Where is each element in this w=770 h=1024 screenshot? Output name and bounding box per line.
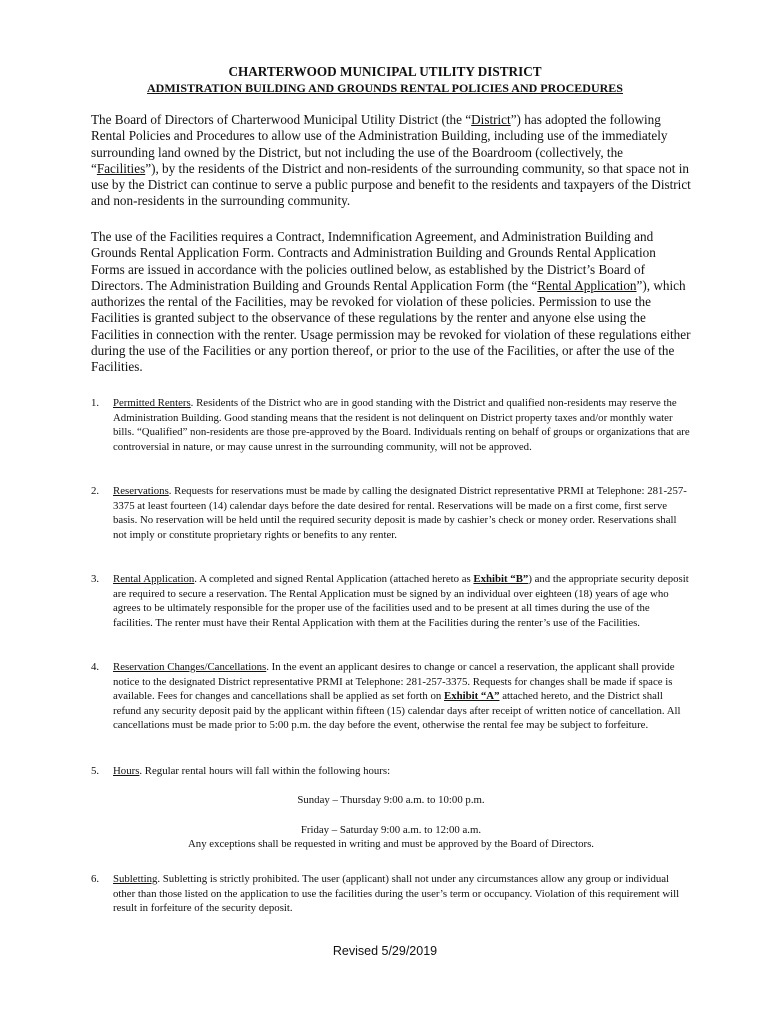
policy-item-permitted-renters bbox=[91, 396, 691, 454]
item-text: ) and the appropriate security deposit are required to secure a reservation. The Rental Application must be signed by an individual over eighteen (18) years of age who agrees to be ultimately responsible for the proper use of the facilities used and to be present at all times during the use of the facilities. The renter must have their Rental Application with them at the Facilities during the renter’s use of the Facilities. bbox=[113, 573, 689, 629]
item-text: . Regular rental hours will fall within the following hours: bbox=[139, 765, 391, 777]
item-text: . In the event an applicant desires to change or cancel a reservation, the applicant shall provide notice to the designated District representative PRMI at Telephone: 281-257-3375. Requests for changes shall be made if space is available. Fees for changes and cancellations shall be applied as set forth on bbox=[113, 661, 675, 703]
item-text: . Residents of the District who are in good standing with the District and qualified non-residents may reserve the Administration Building. Good standing means that the resident is not delinquent on District property taxes and/or monthly water bills. “Qualified” non-residents are those pre-approved by the Board. Individuals renting on behalf of groups or organizations that are controversial in nature, or may cause unrest in the surrounding community, will not be approved. bbox=[113, 397, 690, 453]
document-title: CHARTERWOOD MUNICIPAL UTILITY DISTRICT bbox=[228, 64, 542, 79]
intro-text: ”), by the residents of the District and non-residents of the surrounding community, so that space not in use by the District can continue to serve a public purpose and benefit to the residents and taxpayers of the District and non-residents in the surrounding community. bbox=[91, 160, 691, 209]
item-number: 3. bbox=[91, 573, 100, 585]
item-number: 1. bbox=[91, 397, 100, 409]
item-text: . A completed and signed Rental Application (attached hereto as bbox=[194, 573, 474, 585]
document-subtitle: ADMISTRATION BUILDING AND GROUNDS RENTAL POLICIES AND PROCEDURES bbox=[147, 81, 623, 95]
policy-item-reservations bbox=[91, 484, 691, 542]
term-rental-application: Rental Application bbox=[537, 277, 637, 293]
hours-exceptions-line: Any exceptions shall be requested in writing and must be approved by the Board of Directors. bbox=[188, 838, 594, 850]
item-number: 4. bbox=[91, 661, 100, 673]
item-heading: Subletting bbox=[113, 873, 158, 885]
item-heading: Rental Application bbox=[113, 573, 195, 585]
intro-text: The use of the Facilities requires a Contract, Indemnification Agreement, and Administration Building and Grounds Rental Application Form. Contracts and Administration Building and Grounds Rental Application Forms are issued in accordance with the policies outlined below, as established by the District’s Board of Directors. The Administration Building and Grounds Rental Application Form (the “ bbox=[91, 229, 656, 293]
item-heading: Reservation Changes/Cancellations bbox=[113, 661, 267, 673]
hours-weekend-line: Friday – Saturday 9:00 a.m. to 12:00 a.m. bbox=[300, 824, 482, 836]
item-heading: Reservations bbox=[113, 485, 169, 497]
item-text: . Subletting is strictly prohibited. The user (applicant) shall not under any circumstances allow any group or individual other than those listed on the application to use the facilities during the user’s term or occupancy. Violation of this requirement will result in forfeiture of the security deposit. bbox=[113, 873, 680, 915]
policy-item-rental-application bbox=[91, 572, 691, 630]
exhibit-a-reference: Exhibit “A” bbox=[444, 690, 500, 703]
item-number: 5. bbox=[91, 765, 100, 777]
item-text: attached hereto, and the District shall refund any security deposit paid by the applicant within fifteen (15) calendar days after receipt of written notice of cancellation. All cancellations must be made prior to 5:00 p.m. the day before the event, otherwise the rental fee may be subject to forfeiture. bbox=[113, 690, 681, 732]
item-text: . Requests for reservations must be made by calling the designated District representative PRMI at Telephone: 281-257-3375 at least fourteen (14) calendar days before the date desired for rental. Reservations will be made on a first come, first serve basis. No reservation will be held until the required security deposit is made by cashier’s check or money order. Reservations shall not imply or constitute proprietary rights or benefits to any renter. bbox=[113, 485, 687, 541]
intro-text: The Board of Directors of Charterwood Municipal Utility District (the “ bbox=[91, 112, 472, 127]
item-number: 6. bbox=[91, 873, 100, 885]
hours-weekday-line: Sunday – Thursday 9:00 a.m. to 10:00 p.m. bbox=[297, 794, 485, 806]
intro-text: ”), which authorizes the rental of the Facilities, may be revoked for violation of these policies. Permission to use the Facilities is granted subject to the observance of these regulations by the renter and anyone else using the Facilities in connection with the renter. Usage permission may be revoked for violation of these regulations either during the use of the Facilities or any portion thereof, or prior to the use of the Facilities, or after the use of the Facilities. bbox=[91, 277, 691, 375]
revision-footer: Revised 5/29/2019 bbox=[332, 944, 438, 958]
term-district: District bbox=[471, 112, 511, 127]
item-number: 2. bbox=[91, 485, 100, 497]
intro-text: ”) has adopted the following Rental Policies and Procedures to allow use of the Administration Building, including use of the immediately surrounding land owned by the District, but not including the use of the Boardroom (collectively, the “ bbox=[91, 112, 668, 176]
intro-paragraph-1 bbox=[91, 112, 691, 210]
term-facilities: Facilities bbox=[96, 160, 146, 176]
policy-item-hours bbox=[91, 764, 691, 779]
item-heading: Permitted Renters bbox=[113, 397, 191, 409]
policy-item-reservation-changes bbox=[91, 660, 691, 733]
policy-item-subletting bbox=[91, 872, 691, 916]
item-heading: Hours bbox=[113, 765, 140, 777]
exhibit-b-reference: Exhibit “B” bbox=[473, 573, 529, 585]
intro-paragraph-2 bbox=[91, 229, 691, 376]
